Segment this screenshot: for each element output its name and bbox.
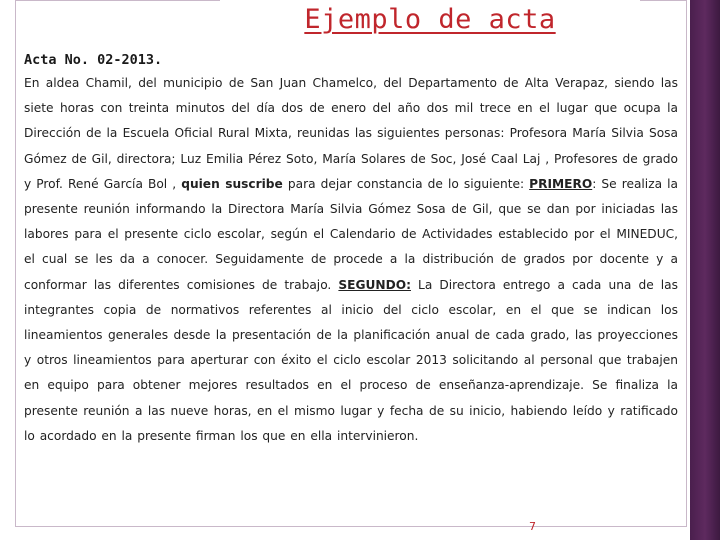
decorative-sidebar <box>690 0 720 540</box>
segundo-label: SEGUNDO: <box>338 277 411 292</box>
quien-suscribe-text: quien suscribe <box>181 176 283 191</box>
title-box <box>220 0 640 44</box>
segundo-text: La Directora entrego a cada una de las integrantes copia de normativos referentes al inicio del ciclo escolar, en el que se indican los lineamientos generales desde la presentación de la planificación anual de cada grado, las proyecciones y otros lineamientos para aperturar con éxito el ciclo escolar 2013 solicitando al personal que trabajen en equipo para obtener mejores resultados en el proceso de enseñanza-aprendizaje. Se finaliza la presente reunión a las nueve horas, en el mismo lugar y fecha de su inicio, habiendo leído y ratificado lo acordado en la presente firman los que en ella intervinieron. <box>24 277 679 443</box>
paragraph-intro-end: para dejar constancia de lo siguiente: <box>287 176 525 191</box>
primero-label: PRIMERO <box>529 176 593 191</box>
acta-number: Acta No. 02-2013. <box>24 52 163 68</box>
document-title: Ejemplo de acta <box>304 4 556 35</box>
acta-body <box>24 71 678 449</box>
primero-text: : Se realiza la presente reunión informando la Directora María Silvia Gómez Sosa de Gil, que se dan por iniciadas las labores para el presente ciclo escolar, según el Calendario de Actividades establecido por el MINEDUC, el cual se les da a conocer. Seguidamente de procede a la distribución de grados por docente y a conformar las diferentes comisiones de trabajo. <box>24 176 678 292</box>
page-number: 7 <box>529 520 536 533</box>
paragraph-intro: En aldea Chamil, del municipio de San Juan Chamelco, del Departamento de Alta Verapaz, siendo las siete horas con treinta minutos del día dos de enero del año dos mil trece en el lugar que ocupa la Dirección de la Escuela Oficial Rural Mixta, reunidas las siguientes personas: Profesora María Silvia Sosa Gómez de Gil, directora; Luz Emilia Pérez Soto, María Solares de Soc, José Caal Laj , Profesores de grado y Prof. René García Bol , <box>24 76 678 191</box>
